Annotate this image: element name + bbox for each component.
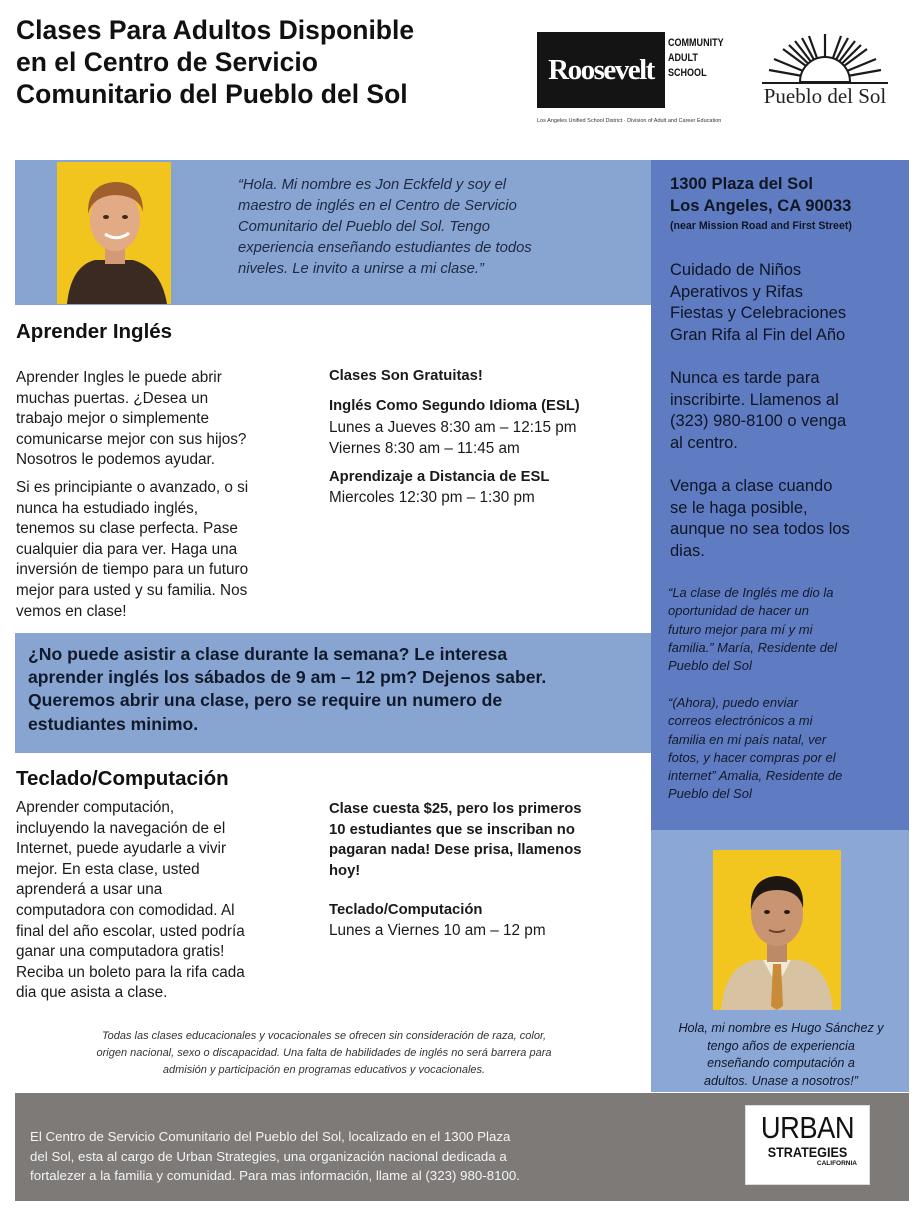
paragraph-line: Aprender Ingles le puede abrir — [16, 369, 222, 386]
pueblo-del-sol-logo — [740, 30, 910, 112]
feature-list — [670, 260, 906, 346]
enroll-note — [670, 368, 906, 454]
cost-line: hoy! — [329, 862, 361, 879]
english-paragraph-1 — [16, 368, 296, 471]
roosevelt-subtext: Los Angeles Unified School District · Division of Adult and Career Education — [537, 118, 722, 124]
testimonial-line: familia en mi país natal, ver — [668, 731, 827, 747]
attendance-line: Venga a clase cuando — [670, 477, 833, 495]
testimonial-line: “(Ahora), puedo enviar — [668, 695, 799, 710]
footer-line: del Sol, esta al cargo de Urban Strategies, una organización nacional dedicada a — [30, 1148, 507, 1164]
footer-line: fortalezer a la familia y comunidad. Para mas información, llame al (323) 980-8100. — [30, 1168, 521, 1184]
testimonial-line: correos electrónicos a mi — [668, 713, 813, 729]
enroll-line: al centro. — [670, 433, 738, 452]
address-line: Los Angeles, CA 90033 — [670, 196, 852, 215]
testimonial-line: familia.” María, Residente del — [668, 639, 838, 655]
caption-line: tengo años de experiencia — [707, 1038, 855, 1053]
cost-line: pagaran nada! Dese prisa, llamenos — [329, 842, 582, 859]
paragraph-line: dia que asista a clase. — [16, 984, 168, 1002]
distance-schedule: Miercoles 12:30 pm – 1:30 pm — [329, 489, 535, 506]
disclaimer-line: admisión y participación en programas educativos y vocacionales. — [162, 1063, 486, 1076]
roosevelt-side-text — [668, 36, 724, 81]
paragraph-line: Internet, puede ayudarle a vivir — [16, 840, 227, 858]
teacher-quote — [238, 175, 638, 280]
sun-icon — [740, 30, 910, 86]
paragraph-line: muchas puertas. ¿Desea un — [16, 389, 209, 407]
feature-item: Cuidado de Niños — [670, 261, 802, 279]
roosevelt-logo — [537, 32, 729, 124]
feature-item: Fiestas y Celebraciones — [670, 304, 847, 322]
paragraph-line: comunicarse mejor con sus hijos? — [16, 430, 247, 448]
paragraph-line: cualquier dia para ver. Haga una — [16, 540, 238, 558]
hugo-caption — [657, 1020, 905, 1090]
computer-schedule: Lunes a Viernes 10 am – 12 pm — [329, 922, 546, 939]
notice-line: Queremos abrir una clase, pero se require un numero de — [28, 690, 503, 711]
computer-class-title: Teclado/Computación — [329, 902, 483, 918]
enroll-line: (323) 980-8100 o venga — [670, 412, 847, 430]
attendance-line: dias. — [670, 541, 705, 560]
caption-line: adultos. Unase a nosotros!” — [703, 1073, 858, 1088]
paragraph-line: Reciba un boleto para la rifa cada — [16, 963, 245, 981]
caption-line: enseñando computación a — [707, 1056, 855, 1070]
teacher-photo-hugo — [713, 850, 841, 1010]
testimonial-line: Pueblo del Sol — [668, 786, 752, 802]
disclaimer-line: Todas las clases educacionales y vocacionales se ofrecen sin consideración de raza, color, — [101, 1030, 547, 1042]
english-paragraph-2 — [16, 478, 300, 622]
roosevelt-side-line: SCHOOL — [668, 67, 707, 79]
paragraph-line: final del año escolar, usted podría — [16, 922, 245, 940]
title-line: en el Centro de Servicio — [16, 47, 318, 77]
paragraph-line: tenemos su clase perfecta. Pase — [16, 520, 238, 538]
enroll-line: inscribirte. Llamenos al — [670, 390, 839, 409]
esl-schedule — [329, 418, 576, 459]
computer-cost-note — [329, 799, 629, 881]
footer-line: El Centro de Servicio Comunitario del Pueblo del Sol, localizado en el 1300 Plaza — [30, 1129, 511, 1144]
urban-wordmark: URBAN — [760, 1110, 855, 1145]
feature-item: Gran Rifa al Fin del Año — [670, 325, 846, 344]
caption-line: Hola, mi nombre es Hugo Sánchez y — [678, 1021, 884, 1035]
paragraph-line: nunca ha estudiado inglés, — [16, 499, 199, 517]
esl-class-title: Inglés Como Segundo Idioma (ESL) — [329, 398, 580, 414]
testimonial-amalia — [668, 694, 896, 804]
disclaimer-line: origen nacional, sexo o discapacidad. Una falta de habilidades de inglés no será barrera para — [96, 1046, 552, 1059]
testimonial-line: fotos, y hacer compras por el — [668, 749, 836, 765]
roosevelt-wordmark: Roosevelt — [537, 32, 665, 108]
computer-paragraph — [16, 798, 302, 1004]
quote-line: Comunitario del Pueblo del Sol. Tengo — [238, 219, 490, 235]
english-heading: Aprender Inglés — [16, 320, 173, 343]
notice-line: estudiantes minimo. — [28, 713, 199, 734]
roosevelt-side-line: ADULT — [668, 52, 698, 64]
paragraph-line: inversión de tiempo para un futuro — [16, 561, 249, 579]
paragraph-line: Nosotros le podemos ayudar. — [16, 451, 215, 469]
testimonial-line: Pueblo del Sol — [668, 658, 752, 674]
quote-line: experiencia enseñando estudiantes de todos — [238, 240, 532, 256]
paragraph-line: mejor. En esta clase, usted — [16, 860, 200, 878]
california-wordmark: CALIFORNIA — [816, 1160, 857, 1167]
attendance-line: aunque no sea todos los — [670, 520, 850, 538]
paragraph-line: ganar una computadora gratis! — [16, 943, 225, 961]
title-line: Clases Para Adultos Disponible — [16, 15, 415, 45]
testimonial-line: futuro mejor para mí y mi — [668, 621, 813, 637]
cost-line: Clase cuesta $25, pero los primeros — [329, 801, 582, 817]
testimonial-maria — [668, 584, 896, 675]
quote-line: maestro de inglés en el Centro de Servicio — [238, 198, 517, 214]
strategies-wordmark: STRATEGIES — [767, 1144, 848, 1160]
paragraph-line: Si es principiante o avanzado, o si — [16, 479, 249, 496]
paragraph-line: incluyendo la navegación de el — [16, 819, 226, 837]
title-line: Comunitario del Pueblo del Sol — [16, 79, 408, 109]
notice-line: ¿No puede asistir a clase durante la semana? Le interesa — [28, 644, 508, 664]
nondiscrimination-disclaimer — [24, 1028, 624, 1078]
testimonial-line: oportunidad de hacer un — [668, 603, 809, 619]
paragraph-line: trabajo mejor o simplemente — [16, 410, 209, 428]
testimonial-line: internet” Amalia, Residente de — [668, 768, 843, 784]
address-line: 1300 Plaza del Sol — [670, 174, 813, 193]
footer-text — [30, 1127, 670, 1186]
enroll-line: Nunca es tarde para — [670, 369, 820, 387]
computer-heading: Teclado/Computación — [16, 767, 229, 790]
attendance-line: se le haga posible, — [670, 498, 808, 517]
portrait-illustration — [57, 162, 171, 304]
notice-line: aprender inglés los sábados de 9 am – 12 pm? Dejenos saber. — [28, 667, 547, 688]
feature-item: Aperativos y Rifas — [670, 282, 803, 301]
page-title — [16, 14, 516, 110]
cost-line: 10 estudiantes que se inscriban no — [329, 821, 575, 838]
urban-strategies-logo — [745, 1105, 870, 1185]
paragraph-line: computadora con comodidad. Al — [16, 901, 235, 919]
schedule-line: Lunes a Jueves 8:30 am – 12:15 pm — [329, 419, 577, 436]
paragraph-line: Aprender computación, — [16, 799, 175, 816]
address-note: (near Mission Road and First Street) — [670, 220, 852, 232]
schedule-line: Viernes 8:30 am – 11:45 am — [329, 439, 520, 457]
paragraph-line: mejor para usted y su familia. Nos — [16, 581, 248, 599]
address — [670, 173, 906, 217]
roosevelt-side-line: COMMUNITY — [668, 37, 724, 49]
testimonial-line: “La clase de Inglés me dio la — [668, 585, 834, 600]
teacher-photo-jon — [57, 162, 171, 304]
distance-class-title: Aprendizaje a Distancia de ESL — [329, 469, 550, 485]
free-classes-label: Clases Son Gratuitas! — [329, 368, 483, 384]
portrait-illustration — [713, 850, 841, 1010]
quote-line: “Hola. Mi nombre es Jon Eckfeld y soy el — [238, 177, 507, 193]
quote-line: niveles. Le invito a unirse a mi clase.” — [238, 261, 484, 277]
paragraph-line: vemos en clase! — [16, 602, 127, 620]
pueblo-del-sol-wordmark: Pueblo del Sol — [763, 84, 887, 108]
saturday-notice — [28, 643, 644, 736]
paragraph-line: aprenderá a usar una — [16, 881, 163, 899]
attendance-note — [670, 476, 906, 562]
